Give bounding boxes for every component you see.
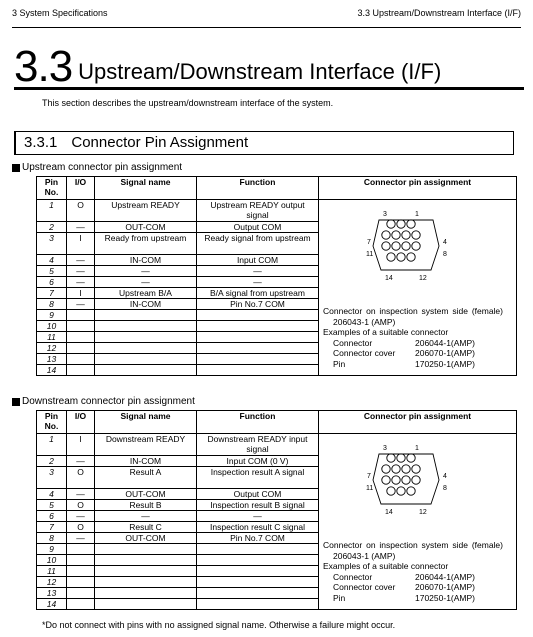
connector-label: 1 — [415, 445, 419, 452]
cell-pin: 10 — [37, 321, 67, 332]
upstream-heading — [12, 162, 182, 173]
cell-function: Input COM — [197, 255, 319, 266]
connector-label: 3 — [383, 211, 387, 218]
section-number: 3.3 — [14, 42, 73, 91]
connector-example-row — [323, 593, 512, 604]
cell-pin: 14 — [37, 599, 67, 610]
cell-pin: 5 — [37, 266, 67, 277]
cell-signal: Result A — [95, 467, 197, 489]
cell-signal — [95, 566, 197, 577]
connector-label: 1 — [415, 211, 419, 218]
cell-pin: 3 — [37, 467, 67, 489]
cell-function: Pin No.7 COM — [197, 533, 319, 544]
example-label: Pin — [333, 358, 346, 369]
connector-label: 7 — [367, 473, 371, 480]
table-header-row — [37, 411, 517, 434]
cell-pin: 8 — [37, 533, 67, 544]
column-header-io: I/O — [67, 411, 95, 434]
downstream-pin-table — [36, 410, 517, 610]
cell-signal: OUT-COM — [95, 222, 197, 233]
column-header-function: Function — [197, 411, 319, 434]
connector-example-row — [323, 348, 512, 359]
column-header-signal: Signal name — [95, 177, 197, 200]
cell-pin: 11 — [37, 332, 67, 343]
cell-function: — — [197, 277, 319, 288]
column-header-connector: Connector pin assignment — [319, 177, 517, 200]
cell-io: — — [67, 255, 95, 266]
cell-function: B/A signal from upstream — [197, 288, 319, 299]
example-label: Connector — [333, 337, 373, 348]
connector-info — [323, 306, 512, 369]
example-label: Connector — [333, 571, 373, 582]
connector-side-text: Connector on inspection system side (female) — [323, 306, 503, 316]
connector-diagram — [323, 202, 512, 306]
cell-pin: 9 — [37, 310, 67, 321]
cell-signal — [95, 365, 197, 376]
cell-signal: IN-COM — [95, 255, 197, 266]
connector-label: 14 — [385, 275, 393, 282]
cell-pin: 4 — [37, 489, 67, 500]
footnote: *Do not connect with pins with no assigned signal name. Otherwise a failure might occur. — [42, 620, 396, 630]
cell-io: I — [67, 233, 95, 255]
cell-io: O — [67, 200, 95, 222]
table-row — [37, 434, 517, 456]
cell-signal: IN-COM — [95, 456, 197, 467]
column-header-pin: Pin No. — [37, 177, 67, 200]
cell-signal — [95, 577, 197, 588]
column-header-io: I/O — [67, 177, 95, 200]
connector-label: 11 — [366, 485, 374, 492]
cell-io: — — [67, 266, 95, 277]
connector-label: 14 — [385, 509, 393, 516]
intro-text: This section describes the upstream/downstream interface of the system. — [42, 98, 334, 108]
cell-pin: 8 — [37, 299, 67, 310]
cell-signal: Upstream B/A — [95, 288, 197, 299]
cell-io: I — [67, 288, 95, 299]
cell-pin: 7 — [37, 288, 67, 299]
cell-signal — [95, 588, 197, 599]
cell-function — [197, 343, 319, 354]
cell-io — [67, 310, 95, 321]
cell-function — [197, 332, 319, 343]
cell-io — [67, 343, 95, 354]
cell-function: Inspection result C signal — [197, 522, 319, 533]
examples-title: Examples of a suitable connector — [323, 327, 449, 337]
cell-function — [197, 555, 319, 566]
running-header — [12, 8, 521, 28]
cell-signal: — — [95, 511, 197, 522]
cell-io — [67, 577, 95, 588]
cell-function: Inspection result A signal — [197, 467, 319, 489]
cell-io — [67, 555, 95, 566]
cell-signal — [95, 321, 197, 332]
cell-pin: 13 — [37, 354, 67, 365]
cell-signal: Result B — [95, 500, 197, 511]
cell-io: O — [67, 467, 95, 489]
cell-pin: 4 — [37, 255, 67, 266]
cell-io — [67, 332, 95, 343]
upstream-pin-table — [36, 176, 517, 376]
cell-io — [67, 588, 95, 599]
cell-pin: 12 — [37, 343, 67, 354]
cell-pin: 12 — [37, 577, 67, 588]
cell-signal — [95, 332, 197, 343]
connector-example-row — [323, 572, 512, 583]
cell-signal: — — [95, 277, 197, 288]
connector-label: 4 — [443, 473, 447, 480]
connector-part: 206043-1 (AMP) — [333, 550, 396, 561]
downstream-heading-text: Downstream connector pin assignment — [22, 396, 195, 407]
connector-pin-assignment — [319, 200, 517, 376]
cell-function: Input COM (0 V) — [197, 456, 319, 467]
connector-diagram — [323, 436, 512, 540]
example-value: 206070-1(AMP) — [415, 582, 476, 592]
example-label: Connector cover — [333, 348, 396, 358]
cell-pin: 5 — [37, 500, 67, 511]
cell-function: Ready signal from upstream — [197, 233, 319, 255]
connector-example-row — [323, 582, 512, 593]
cell-function: — — [197, 511, 319, 522]
cell-pin: 9 — [37, 544, 67, 555]
example-value: 206070-1(AMP) — [415, 348, 476, 358]
cell-function: Pin No.7 COM — [197, 299, 319, 310]
cell-io: — — [67, 533, 95, 544]
connector-label: 8 — [443, 485, 447, 492]
example-value: 206044-1(AMP) — [415, 337, 476, 348]
cell-io — [67, 354, 95, 365]
subsection-name: Connector Pin Assignment — [71, 134, 249, 151]
cell-io: O — [67, 500, 95, 511]
upstream-heading-text: Upstream connector pin assignment — [22, 162, 183, 173]
cell-pin: 1 — [37, 434, 67, 456]
cell-pin: 13 — [37, 588, 67, 599]
connector-example-row — [323, 338, 512, 349]
examples-title: Examples of a suitable connector — [323, 561, 449, 571]
column-header-connector: Connector pin assignment — [319, 411, 517, 434]
bullet-square-icon — [12, 398, 20, 406]
example-value: 170250-1(AMP) — [415, 358, 476, 369]
bullet-square-icon — [12, 164, 20, 172]
column-header-pin: Pin No. — [37, 411, 67, 434]
cell-signal: — — [95, 266, 197, 277]
section-name: Upstream/Downstream Interface (I/F) — [78, 59, 442, 84]
header-section: 3.3 Upstream/Downstream Interface (I/F) — [357, 8, 521, 18]
connector-side-text: Connector on inspection system side (female) — [323, 540, 503, 550]
connector-face-icon — [367, 206, 457, 286]
downstream-heading — [12, 396, 195, 407]
cell-io: — — [67, 277, 95, 288]
section-title — [14, 44, 524, 90]
cell-function — [197, 599, 319, 610]
cell-function — [197, 354, 319, 365]
connector-example-row — [323, 359, 512, 370]
cell-pin: 3 — [37, 233, 67, 255]
cell-function — [197, 588, 319, 599]
example-value: 170250-1(AMP) — [415, 592, 476, 603]
cell-io: — — [67, 489, 95, 500]
connector-label: 11 — [366, 251, 374, 258]
cell-signal — [95, 555, 197, 566]
cell-io: — — [67, 222, 95, 233]
cell-signal: Result C — [95, 522, 197, 533]
column-header-signal: Signal name — [95, 411, 197, 434]
cell-pin: 7 — [37, 522, 67, 533]
cell-function — [197, 544, 319, 555]
cell-io: — — [67, 299, 95, 310]
example-label: Connector cover — [333, 582, 396, 592]
connector-label: 3 — [383, 445, 387, 452]
cell-pin: 1 — [37, 200, 67, 222]
cell-function — [197, 365, 319, 376]
cell-function: Output COM — [197, 222, 319, 233]
connector-label: 4 — [443, 239, 447, 246]
connector-label: 12 — [419, 275, 427, 282]
cell-signal: IN-COM — [95, 299, 197, 310]
connector-label: 8 — [443, 251, 447, 258]
cell-io: — — [67, 511, 95, 522]
cell-signal: OUT-COM — [95, 533, 197, 544]
cell-signal: OUT-COM — [95, 489, 197, 500]
connector-info — [323, 540, 512, 603]
connector-pin-assignment — [319, 434, 517, 610]
cell-pin: 6 — [37, 511, 67, 522]
cell-io — [67, 566, 95, 577]
cell-function — [197, 321, 319, 332]
table-row — [37, 200, 517, 222]
cell-signal — [95, 544, 197, 555]
connector-label: 12 — [419, 509, 427, 516]
cell-function: Upstream READY output signal — [197, 200, 319, 222]
cell-signal — [95, 599, 197, 610]
cell-io: — — [67, 456, 95, 467]
connector-part: 206043-1 (AMP) — [333, 316, 396, 327]
column-header-function: Function — [197, 177, 319, 200]
cell-signal — [95, 354, 197, 365]
cell-io — [67, 599, 95, 610]
cell-signal: Ready from upstream — [95, 233, 197, 255]
cell-function: Output COM — [197, 489, 319, 500]
cell-function — [197, 310, 319, 321]
cell-signal — [95, 310, 197, 321]
subsection-number: 3.3.1 — [24, 134, 58, 151]
cell-pin: 11 — [37, 566, 67, 577]
header-chapter: 3 System Specifications — [12, 8, 108, 18]
cell-function — [197, 577, 319, 588]
connector-label: 7 — [367, 239, 371, 246]
cell-function — [197, 566, 319, 577]
subsection-title — [14, 131, 514, 155]
cell-io — [67, 321, 95, 332]
cell-pin: 14 — [37, 365, 67, 376]
cell-signal — [95, 343, 197, 354]
cell-io — [67, 365, 95, 376]
cell-io: O — [67, 522, 95, 533]
cell-pin: 6 — [37, 277, 67, 288]
cell-function: Inspection result B signal — [197, 500, 319, 511]
cell-function: — — [197, 266, 319, 277]
cell-pin: 10 — [37, 555, 67, 566]
table-header-row — [37, 177, 517, 200]
example-label: Pin — [333, 592, 346, 603]
cell-signal: Downstream READY — [95, 434, 197, 456]
connector-face-icon — [367, 440, 457, 520]
cell-io — [67, 544, 95, 555]
cell-signal: Upstream READY — [95, 200, 197, 222]
cell-pin: 2 — [37, 456, 67, 467]
example-value: 206044-1(AMP) — [415, 571, 476, 582]
cell-pin: 2 — [37, 222, 67, 233]
cell-function: Downstream READY input signal — [197, 434, 319, 456]
cell-io: I — [67, 434, 95, 456]
